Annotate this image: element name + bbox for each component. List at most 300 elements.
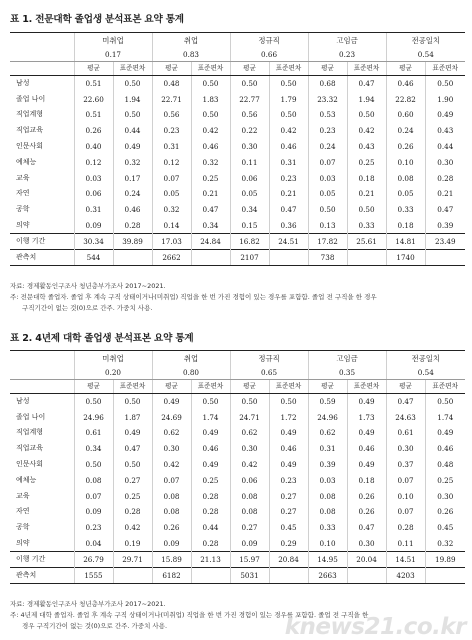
sub-header-sd: 표준편차: [347, 62, 386, 76]
observations-blank: [425, 249, 465, 265]
table-row: [10, 170, 465, 186]
observations-blank: [191, 567, 230, 583]
observations-blank: [113, 249, 152, 265]
row-label: 직업교육: [16, 126, 44, 135]
cell-value: 1.94: [113, 91, 152, 107]
cell-value: 0.30: [230, 139, 269, 155]
cell-value: 23.32: [308, 91, 347, 107]
cell-value: 0.48: [425, 457, 465, 473]
cell-value: 24.69: [152, 409, 191, 425]
cell-value: 0.08: [230, 488, 269, 504]
cell-value: 0.33: [347, 218, 386, 234]
cell-value: 0.51: [74, 107, 113, 123]
cell-value: 0.03: [308, 472, 347, 488]
cell-value: 0.03: [308, 170, 347, 186]
group-value: 0.80: [152, 367, 230, 380]
group-value: 0.35: [308, 367, 386, 380]
cell-value: 0.34: [74, 441, 113, 457]
cell-value: 0.09: [74, 504, 113, 520]
sub-header-mean: 평균: [74, 62, 113, 76]
cell-value: 0.46: [191, 139, 230, 155]
cell-value: 0.08: [230, 504, 269, 520]
cell-value: 0.27: [269, 488, 308, 504]
cell-value: 0.19: [113, 536, 152, 552]
cell-value: 0.46: [269, 139, 308, 155]
row-label: 의약: [16, 220, 30, 229]
row-label: 인문사회: [16, 142, 44, 151]
cell-value: 22.77: [230, 91, 269, 107]
cell-value: 24.63: [386, 409, 425, 425]
group-label: 미취업: [74, 33, 152, 49]
cell-value: 22.82: [386, 91, 425, 107]
cell-value: 0.37: [386, 457, 425, 473]
cell-value: 0.25: [347, 154, 386, 170]
cell-value: 0.42: [113, 520, 152, 536]
cell-value: 0.04: [74, 536, 113, 552]
cell-value: 1.74: [191, 409, 230, 425]
cell-value: 14.95: [308, 551, 347, 567]
cell-value: 0.28: [191, 504, 230, 520]
cell-value: 15.89: [152, 551, 191, 567]
cell-value: 0.21: [269, 186, 308, 202]
cell-value: 0.34: [230, 202, 269, 218]
cell-value: 0.49: [269, 425, 308, 441]
sub-header-sd: 표준편차: [191, 62, 230, 76]
row-label: 이행 기간: [10, 551, 74, 567]
cell-value: 0.27: [230, 520, 269, 536]
cell-value: 0.59: [308, 394, 347, 410]
sub-header-mean: 평균: [308, 62, 347, 76]
cell-value: 0.42: [230, 457, 269, 473]
cell-value: 0.31: [308, 441, 347, 457]
watermark-logo: knews21.co.kr: [284, 614, 466, 640]
table-row: [10, 504, 465, 520]
cell-value: 0.49: [347, 457, 386, 473]
cell-value: 24.96: [74, 409, 113, 425]
cell-value: 0.09: [152, 536, 191, 552]
cell-value: 24.84: [191, 233, 230, 249]
cell-value: 0.43: [347, 139, 386, 155]
cell-value: 0.07: [74, 488, 113, 504]
table2: [10, 350, 465, 584]
cell-value: 15.97: [230, 551, 269, 567]
observations-blank: [347, 249, 386, 265]
cell-value: 0.36: [269, 218, 308, 234]
cell-value: 0.50: [347, 202, 386, 218]
cell-value: 0.28: [425, 170, 465, 186]
cell-value: 0.49: [113, 139, 152, 155]
group-value: 0.54: [386, 367, 465, 380]
cell-value: 0.28: [113, 218, 152, 234]
cell-value: 0.26: [347, 504, 386, 520]
group-label: 전공일치: [386, 33, 465, 49]
cell-value: 1.87: [113, 409, 152, 425]
table-row: [10, 441, 465, 457]
sub-header-mean: 평균: [230, 62, 269, 76]
cell-value: 0.30: [230, 441, 269, 457]
cell-value: 14.81: [386, 233, 425, 249]
row-label: 공학: [16, 205, 30, 214]
cell-value: 0.10: [308, 536, 347, 552]
cell-value: 0.07: [386, 472, 425, 488]
cell-value: 0.50: [113, 394, 152, 410]
cell-value: 0.61: [74, 425, 113, 441]
cell-value: 0.07: [152, 472, 191, 488]
row-label: 남성: [16, 397, 30, 406]
cell-value: 0.49: [269, 457, 308, 473]
cell-value: 0.42: [269, 123, 308, 139]
cell-value: 20.04: [347, 551, 386, 567]
row-label: 교육: [16, 173, 30, 182]
cell-value: 0.08: [74, 472, 113, 488]
cell-value: 30.34: [74, 233, 113, 249]
cell-value: 0.62: [230, 425, 269, 441]
cell-value: 0.44: [113, 123, 152, 139]
cell-value: 0.49: [425, 425, 465, 441]
cell-value: 0.26: [74, 123, 113, 139]
observations-value: 1740: [386, 249, 425, 265]
cell-value: 0.45: [425, 520, 465, 536]
cell-value: 0.27: [269, 504, 308, 520]
sub-header-sd: 표준편차: [269, 62, 308, 76]
cell-value: 0.23: [269, 472, 308, 488]
observations-value: 2107: [230, 249, 269, 265]
cell-value: 0.12: [152, 154, 191, 170]
cell-value: 22.60: [74, 91, 113, 107]
cell-value: 0.50: [269, 394, 308, 410]
cell-value: 0.30: [425, 488, 465, 504]
cell-value: 0.22: [230, 123, 269, 139]
cell-value: 0.10: [386, 488, 425, 504]
cell-value: 0.49: [347, 394, 386, 410]
cell-value: 0.62: [308, 425, 347, 441]
cell-value: 0.50: [425, 76, 465, 92]
cell-value: 0.15: [230, 218, 269, 234]
header-blank: [10, 367, 74, 380]
cell-value: 0.31: [269, 154, 308, 170]
cell-value: 1.79: [269, 91, 308, 107]
table-row: [10, 123, 465, 139]
cell-value: 0.05: [386, 186, 425, 202]
cell-value: 0.08: [308, 504, 347, 520]
table-row: [10, 91, 465, 107]
cell-value: 0.50: [425, 394, 465, 410]
cell-value: 1.83: [191, 91, 230, 107]
cell-value: 0.23: [269, 170, 308, 186]
cell-value: 0.17: [113, 170, 152, 186]
group-value: 0.83: [152, 49, 230, 62]
group-label: 정규직: [230, 351, 308, 367]
cell-value: 0.47: [347, 76, 386, 92]
row-label: 공학: [16, 523, 30, 532]
cell-value: 0.42: [152, 457, 191, 473]
row-label: 졸업 나이: [16, 94, 46, 103]
cell-value: 0.39: [308, 457, 347, 473]
sub-header-sd: 표준편차: [113, 380, 152, 394]
sub-header-sd: 표준편차: [347, 380, 386, 394]
cell-value: 0.21: [191, 186, 230, 202]
group-label: 취업: [152, 351, 230, 367]
cell-value: 0.08: [386, 170, 425, 186]
table-row: [10, 218, 465, 234]
table-row: [10, 154, 465, 170]
table-row: [10, 520, 465, 536]
cell-value: 0.60: [386, 107, 425, 123]
cell-value: 24.71: [230, 409, 269, 425]
table2-title: 표 2. 4년제 대학 졸업생 분석표본 요약 통계: [10, 333, 194, 344]
table-row: [10, 394, 465, 410]
cell-value: 0.07: [308, 154, 347, 170]
cell-value: 0.09: [230, 536, 269, 552]
cell-value: 0.33: [308, 520, 347, 536]
observations-blank: [191, 249, 230, 265]
cell-value: 0.09: [74, 218, 113, 234]
cell-value: 24.51: [269, 233, 308, 249]
table1-note-line1: 주: 전문대학 졸업자. 졸업 후 계속 구직 상태이거나(미취업) 직업을 한 번 가진 경험이 있는 경우를 포함함. 졸업 전 구직을 한 경우: [10, 293, 377, 301]
table-row: [10, 107, 465, 123]
table-row: [10, 457, 465, 473]
cell-value: 0.47: [347, 520, 386, 536]
cell-value: 0.46: [347, 441, 386, 457]
table-row: [10, 186, 465, 202]
cell-value: 0.18: [347, 170, 386, 186]
cell-value: 17.03: [152, 233, 191, 249]
row-label: 예체능: [16, 157, 37, 166]
cell-value: 29.71: [113, 551, 152, 567]
cell-value: 0.34: [191, 218, 230, 234]
sub-header-sd: 표준편차: [113, 62, 152, 76]
header-sub-row: [10, 380, 465, 394]
sub-header-sd: 표준편차: [269, 380, 308, 394]
header-value-row: [10, 367, 465, 380]
sub-header-mean: 평균: [152, 62, 191, 76]
observations-blank: [425, 567, 465, 583]
cell-value: 0.46: [191, 441, 230, 457]
cell-value: 0.29: [269, 536, 308, 552]
sub-header-mean: 평균: [308, 380, 347, 394]
header-value-row: [10, 49, 465, 62]
cell-value: 0.28: [386, 520, 425, 536]
cell-value: 0.13: [308, 218, 347, 234]
cell-value: 16.82: [230, 233, 269, 249]
cell-value: 25.61: [347, 233, 386, 249]
cell-value: 0.23: [152, 123, 191, 139]
cell-value: 24.96: [308, 409, 347, 425]
cell-value: 0.10: [386, 154, 425, 170]
cell-value: 0.49: [152, 394, 191, 410]
sub-header-mean: 평균: [386, 62, 425, 76]
cell-value: 17.82: [308, 233, 347, 249]
cell-value: 0.40: [74, 139, 113, 155]
cell-value: 0.44: [425, 139, 465, 155]
table-row: [10, 409, 465, 425]
cell-value: 19.89: [425, 551, 465, 567]
cell-value: 0.06: [230, 170, 269, 186]
header-group-row: [10, 351, 465, 367]
cell-value: 0.42: [191, 123, 230, 139]
header-blank: [10, 49, 74, 62]
cell-value: 0.07: [386, 504, 425, 520]
cell-value: 0.30: [386, 441, 425, 457]
observations-blank: [347, 567, 386, 583]
cell-value: 0.18: [347, 472, 386, 488]
cell-value: 1.72: [269, 409, 308, 425]
cell-value: 0.28: [191, 536, 230, 552]
header-blank: [10, 380, 74, 394]
sub-header-sd: 표준편차: [425, 62, 465, 76]
cell-value: 0.50: [113, 107, 152, 123]
table-row: [10, 202, 465, 218]
group-value: 0.66: [230, 49, 308, 62]
cell-value: 14.51: [386, 551, 425, 567]
cell-value: 0.47: [269, 202, 308, 218]
cell-value: 0.50: [269, 107, 308, 123]
cell-value: 0.25: [191, 472, 230, 488]
row-label: 의약: [16, 538, 30, 547]
cell-value: 26.79: [74, 551, 113, 567]
cell-value: 0.06: [74, 186, 113, 202]
cell-value: 0.26: [152, 520, 191, 536]
cell-value: 0.50: [230, 394, 269, 410]
cell-value: 0.12: [74, 154, 113, 170]
observations-blank: [269, 567, 308, 583]
cell-value: 0.21: [425, 186, 465, 202]
group-value: 0.23: [308, 49, 386, 62]
sub-header-sd: 표준편차: [425, 380, 465, 394]
cell-value: 0.50: [347, 107, 386, 123]
cell-value: 0.61: [386, 425, 425, 441]
cell-value: 0.30: [347, 536, 386, 552]
cell-value: 23.49: [425, 233, 465, 249]
observations-blank: [269, 249, 308, 265]
observations-value: 6182: [152, 567, 191, 583]
cell-value: 22.71: [152, 91, 191, 107]
cell-value: 0.08: [152, 488, 191, 504]
observations-row: [10, 567, 465, 583]
cell-value: 0.26: [347, 488, 386, 504]
row-label: 직업계형: [16, 428, 44, 437]
cell-value: 0.45: [269, 520, 308, 536]
cell-value: 39.89: [113, 233, 152, 249]
table2-source: 자료: 경제활동인구조사 청년층부가조사 2017~2021.: [10, 600, 166, 608]
cell-value: 0.23: [74, 520, 113, 536]
cell-value: 0.68: [308, 76, 347, 92]
table1-source: 자료: 경제활동인구조사 청년층부가조사 2017~2021.: [10, 282, 166, 290]
row-label: 자연: [16, 507, 30, 516]
header-sub-row: [10, 62, 465, 76]
group-value: 0.65: [230, 367, 308, 380]
cell-value: 21.13: [191, 551, 230, 567]
observations-value: 2662: [152, 249, 191, 265]
cell-value: 0.30: [425, 154, 465, 170]
header-blank: [10, 33, 74, 49]
group-label: 고임금: [308, 33, 386, 49]
row-label: 직업계형: [16, 110, 44, 119]
cell-value: 0.49: [347, 425, 386, 441]
cell-value: 0.11: [230, 154, 269, 170]
cell-value: 0.28: [191, 488, 230, 504]
observations-label: 관측치: [10, 567, 74, 583]
cell-value: 0.42: [347, 123, 386, 139]
cell-value: 0.05: [152, 186, 191, 202]
cell-value: 0.53: [308, 107, 347, 123]
group-label: 고임금: [308, 351, 386, 367]
table-row: [10, 76, 465, 92]
sub-header-mean: 평균: [152, 380, 191, 394]
table-row: [10, 536, 465, 552]
observations-value: 1555: [74, 567, 113, 583]
cell-value: 0.50: [308, 202, 347, 218]
cell-value: 0.33: [386, 202, 425, 218]
cell-value: 0.06: [230, 472, 269, 488]
cell-value: 0.47: [425, 202, 465, 218]
cell-value: 0.50: [74, 457, 113, 473]
cell-value: 0.31: [74, 202, 113, 218]
cell-value: 0.18: [386, 218, 425, 234]
cell-value: 0.25: [191, 170, 230, 186]
cell-value: 0.50: [191, 76, 230, 92]
cell-value: 0.03: [74, 170, 113, 186]
row-label: 졸업 나이: [16, 412, 46, 421]
cell-value: 0.21: [347, 186, 386, 202]
table2-note-line1: 주: 4년제 대학 졸업자. 졸업 후 계속 구직 상태이거나(미취업) 직업을 한 번 가진 경험이 있는 경우를 포함함. 졸업 전 구직을 한: [10, 611, 369, 619]
observations-value: 4203: [386, 567, 425, 583]
cell-value: 0.08: [152, 504, 191, 520]
group-label: 미취업: [74, 351, 152, 367]
cell-value: 0.28: [113, 504, 152, 520]
table1: [10, 32, 465, 266]
cell-value: 1.94: [347, 91, 386, 107]
cell-value: 0.23: [308, 123, 347, 139]
cell-value: 0.48: [152, 76, 191, 92]
table-row: [10, 139, 465, 155]
cell-value: 0.49: [191, 457, 230, 473]
cell-value: 0.11: [386, 536, 425, 552]
row-label: 이행 기간: [10, 233, 74, 249]
cell-value: 0.25: [425, 472, 465, 488]
cell-value: 1.74: [425, 409, 465, 425]
cell-value: 1.90: [425, 91, 465, 107]
cell-value: 0.47: [113, 441, 152, 457]
sub-header-mean: 평균: [74, 380, 113, 394]
cell-value: 0.39: [425, 218, 465, 234]
row-label: 교육: [16, 491, 30, 500]
cell-value: 0.07: [152, 170, 191, 186]
sub-header-mean: 평균: [386, 380, 425, 394]
row-label: 예체능: [16, 475, 37, 484]
group-value: 0.17: [74, 49, 152, 62]
cell-value: 0.50: [74, 394, 113, 410]
cell-value: 0.24: [386, 123, 425, 139]
observations-value: 544: [74, 249, 113, 265]
cell-value: 0.32: [113, 154, 152, 170]
cell-value: 0.08: [308, 488, 347, 504]
cell-value: 0.62: [152, 425, 191, 441]
cell-value: 0.32: [152, 202, 191, 218]
group-label: 전공일치: [386, 351, 465, 367]
row-label: 인문사회: [16, 460, 44, 469]
cell-value: 0.49: [425, 107, 465, 123]
observations-label: 관측치: [10, 249, 74, 265]
cell-value: 0.14: [152, 218, 191, 234]
sub-header-sd: 표준편차: [191, 380, 230, 394]
cell-value: 0.46: [269, 441, 308, 457]
cell-value: 0.25: [113, 488, 152, 504]
cell-value: 0.51: [74, 76, 113, 92]
sub-header-mean: 평균: [230, 380, 269, 394]
cell-value: 0.05: [230, 186, 269, 202]
cell-value: 0.49: [191, 425, 230, 441]
